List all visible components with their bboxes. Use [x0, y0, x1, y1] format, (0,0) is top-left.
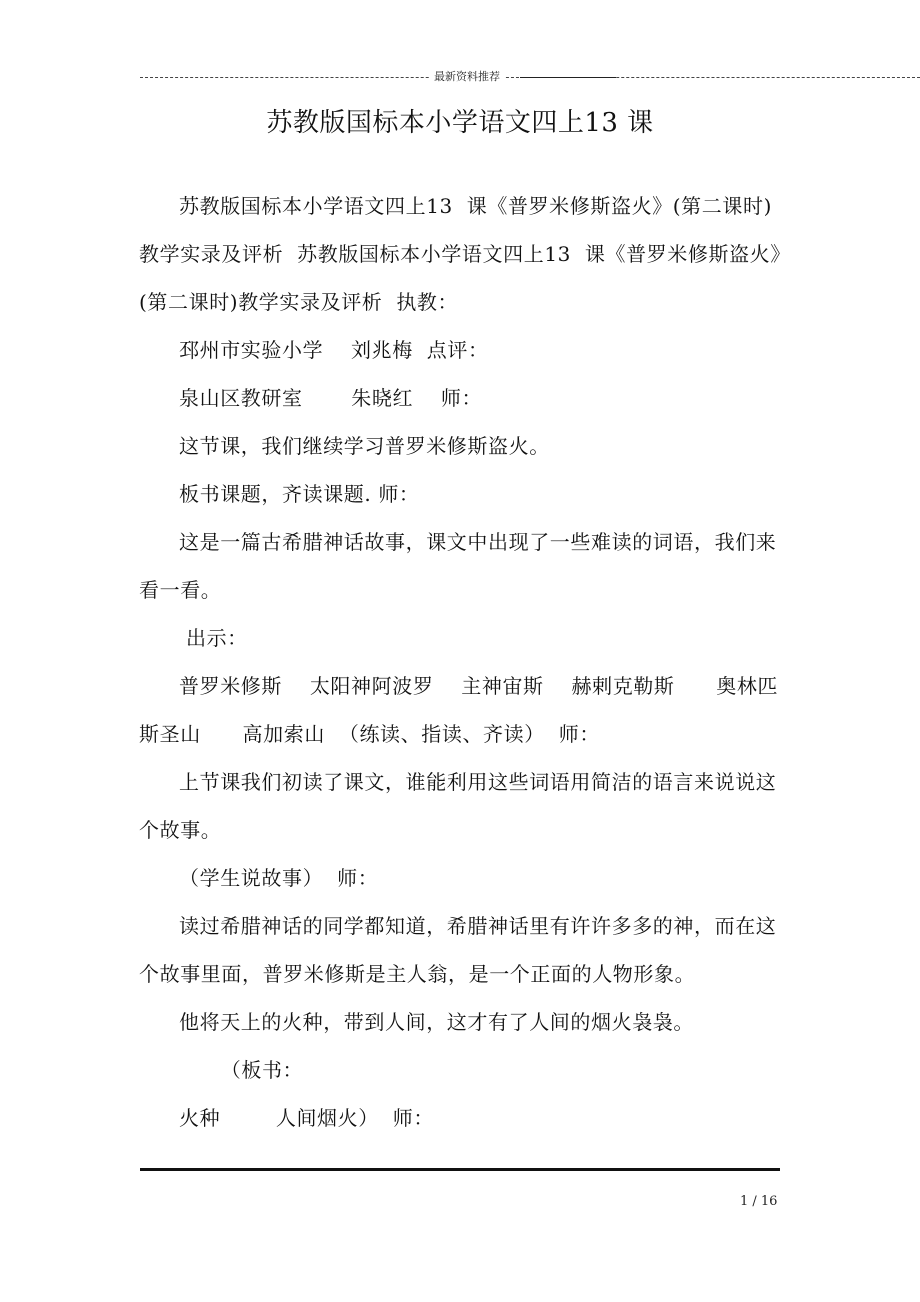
footer-rule	[140, 1168, 780, 1171]
page-number: 1 / 16	[740, 1194, 778, 1209]
document-title: 苏教版国标本小学语文四上13 课	[266, 108, 654, 138]
paragraph: 苏教版国标本小学语文四上13 课《普罗米修斯盗火》(第二课时)教学实录及评析 苏教版国标本小学语文四上13 课《普罗米修斯盗火》(第二课时)教学实录及评析 执教：	[139, 194, 781, 314]
paragraph: 邳州市实验小学 刘兆梅 点评：	[179, 338, 489, 362]
paragraph: 板书课题，齐读课题. 师：	[179, 482, 420, 506]
paragraph: （板书：	[179, 1058, 304, 1082]
paragraph: 上节课我们初读了课文，谁能利用这些词语用简洁的语言来说说这个故事。	[139, 770, 777, 842]
document-body	[139, 182, 784, 1142]
paragraph: 这节课，我们继续学习普罗米修斯盗火。	[179, 434, 550, 458]
paragraph: 他将天上的火种，带到人间，这才有了人间的烟火袅袅。	[179, 1010, 694, 1034]
paragraph: （学生说故事） 师：	[179, 866, 379, 890]
header-label: 最新资料推荐	[430, 68, 504, 84]
paragraph: 读过希腊神话的同学都知道，希腊神话里有许许多多的神，而在这个故事里面，普罗米修斯是主人翁，是一个正面的人物形象。	[139, 914, 777, 986]
paragraph: 出示：	[179, 626, 248, 650]
paragraph: 普罗米修斯 太阳神阿波罗 主神宙斯 赫剌克勒斯 奥林匹斯圣山 高加索山 （练读、指读、齐读） 师：	[139, 674, 779, 746]
header-solid-rule	[520, 77, 616, 78]
paragraph: 泉山区教研室 朱晓红 师：	[179, 386, 483, 410]
paragraph: 这是一篇古希腊神话故事，课文中出现了一些难读的词语，我们来看一看。	[139, 530, 777, 602]
paragraph: 火种 人间烟火） 师：	[179, 1106, 434, 1130]
